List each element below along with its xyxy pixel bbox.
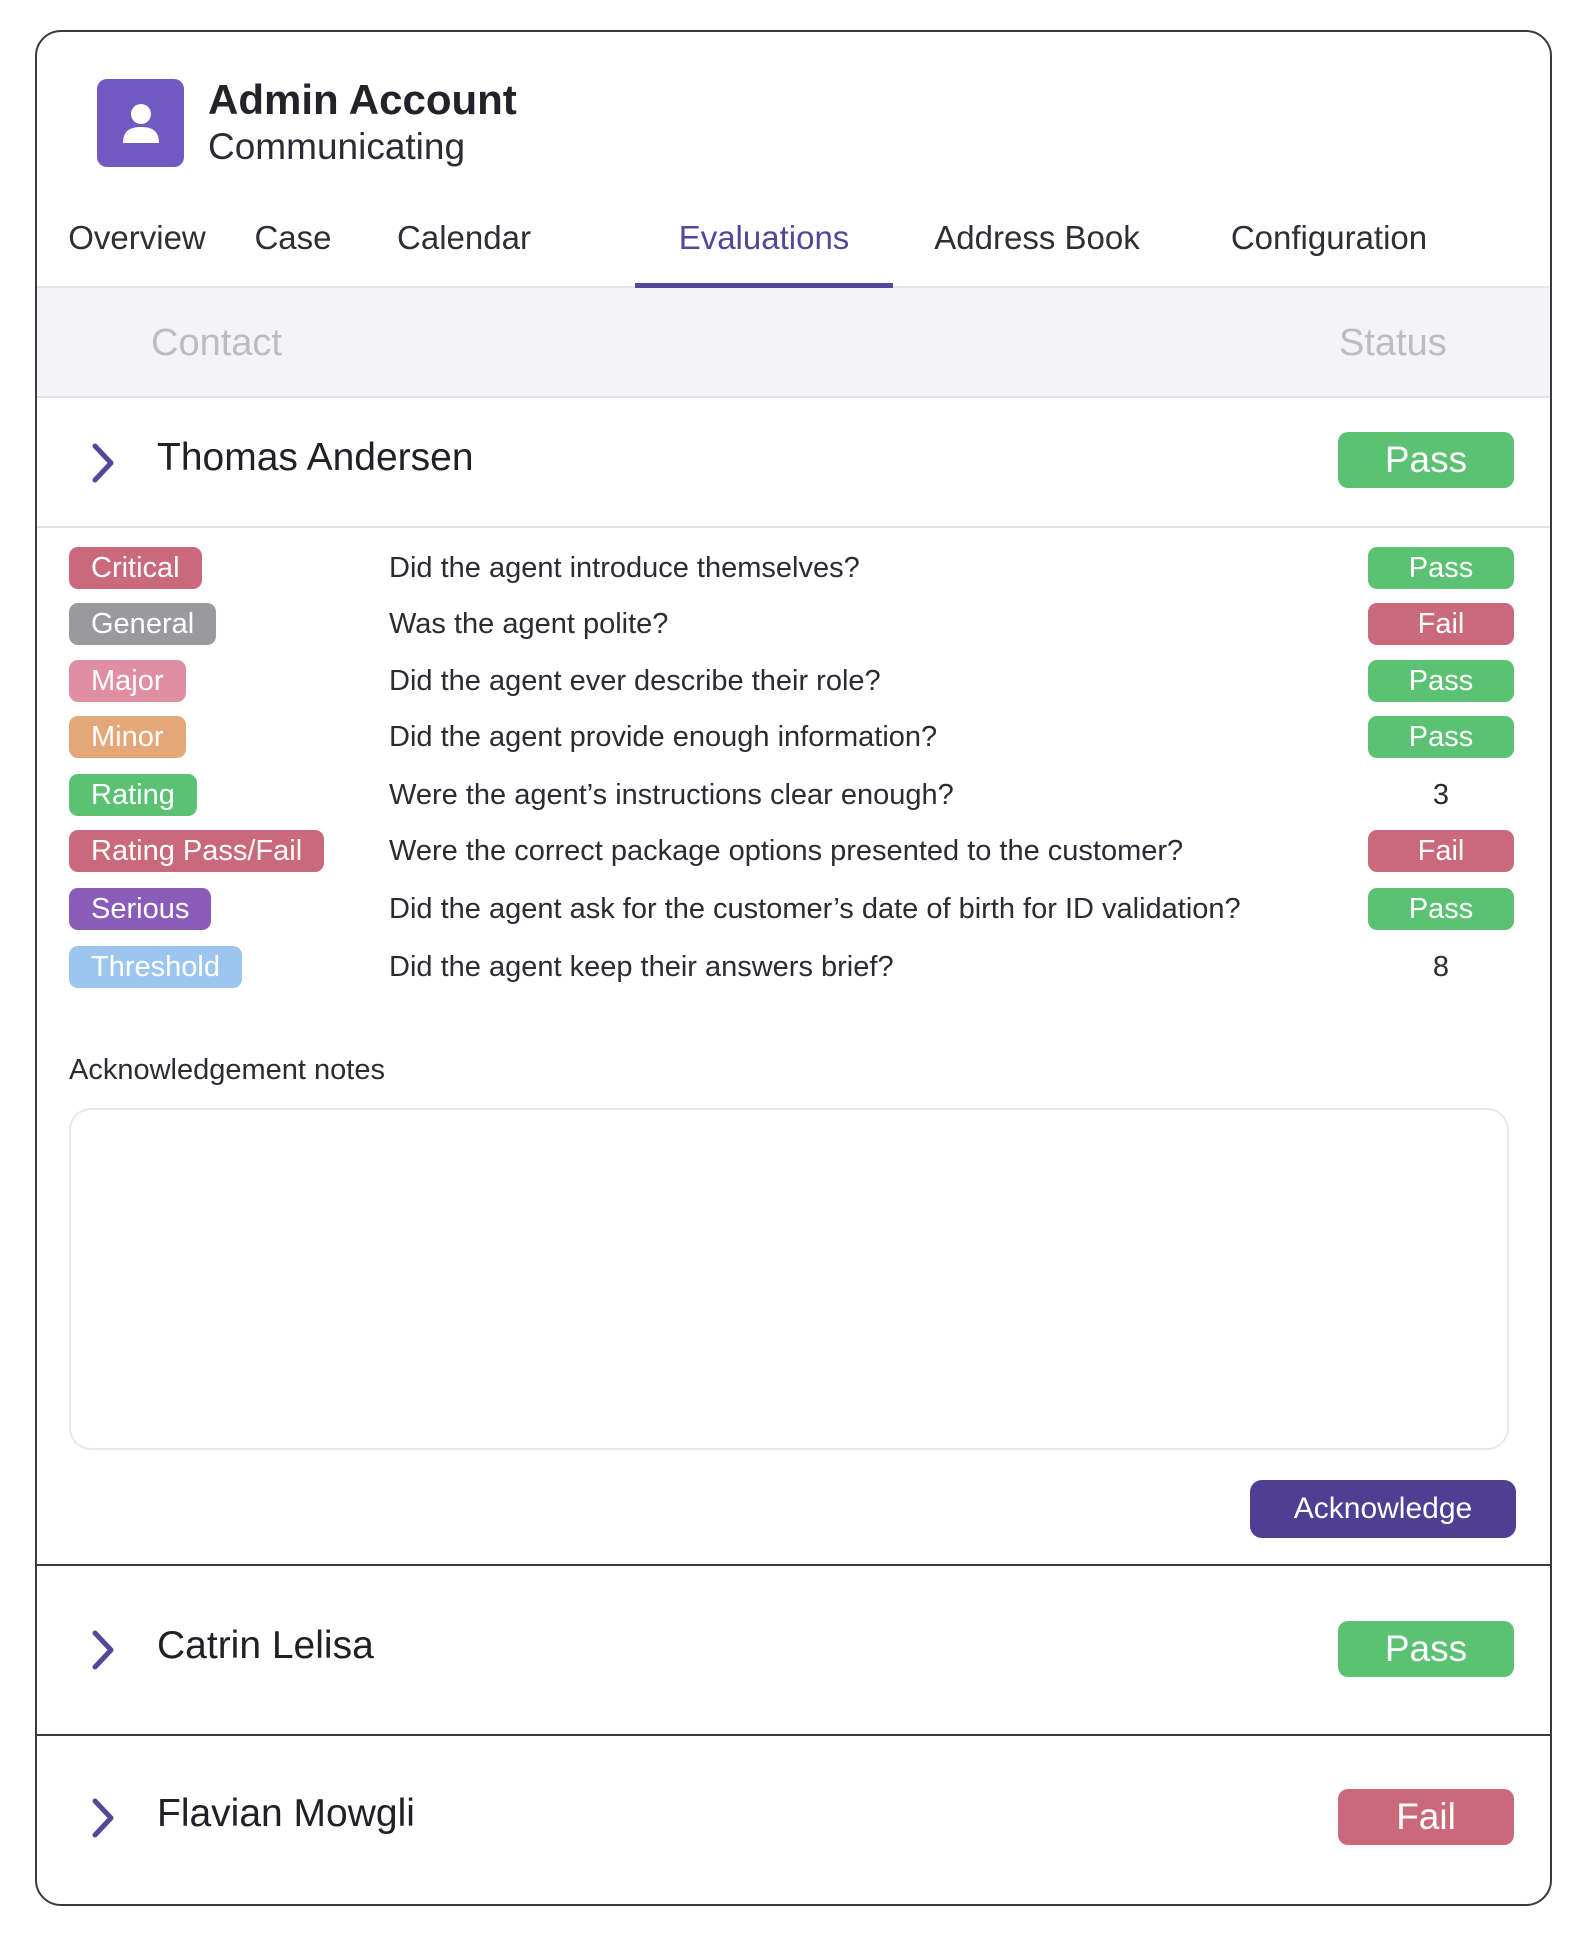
acknowledge-button[interactable]: Acknowledge xyxy=(1250,1480,1516,1538)
evaluations-panel xyxy=(35,30,1552,1906)
evaluation-item xyxy=(37,888,1550,932)
result-value: 8 xyxy=(1432,950,1450,983)
contact-name: Flavian Mowgli xyxy=(157,1792,415,1835)
category-tag: Minor xyxy=(69,716,186,758)
user-icon xyxy=(121,101,161,145)
category-tag: Rating Pass/Fail xyxy=(69,830,324,872)
question-text: Did the agent provide enough information? xyxy=(389,721,938,753)
contact-name: Catrin Lelisa xyxy=(157,1624,374,1667)
category-tag: General xyxy=(69,603,216,645)
evaluation-item xyxy=(37,946,1550,990)
tab-calendar[interactable]: Calendar xyxy=(397,219,531,256)
result-badge: Fail xyxy=(1368,603,1514,645)
chevron-right-icon[interactable] xyxy=(85,1796,121,1840)
contact-row[interactable] xyxy=(37,1736,1550,1904)
evaluation-item xyxy=(37,660,1550,704)
question-text: Did the agent ever describe their role? xyxy=(389,665,881,697)
tab-evaluations[interactable]: Evaluations xyxy=(635,190,893,286)
evaluation-item xyxy=(37,716,1550,760)
question-text: Was the agent polite? xyxy=(389,608,669,640)
chevron-right-icon[interactable] xyxy=(85,1628,121,1672)
question-text: Did the agent ask for the customer’s date of birth for ID validation? xyxy=(389,893,1241,925)
status-badge: Pass xyxy=(1338,1621,1514,1677)
evaluation-item xyxy=(37,603,1550,647)
status-badge: Fail xyxy=(1338,1789,1514,1845)
evaluation-item xyxy=(37,547,1550,591)
tab-overview[interactable]: Overview xyxy=(68,219,206,256)
account-header xyxy=(97,78,517,168)
category-tag: Major xyxy=(69,660,186,702)
result-badge: Pass xyxy=(1368,716,1514,758)
status-badge: Pass xyxy=(1338,432,1514,488)
tab-address-book[interactable]: Address Book xyxy=(934,219,1140,256)
contact-row[interactable] xyxy=(37,398,1550,528)
evaluation-item xyxy=(37,774,1550,818)
category-tag: Rating xyxy=(69,774,197,816)
avatar xyxy=(97,79,184,167)
question-text: Did the agent introduce themselves? xyxy=(389,552,860,584)
acknowledgement-label: Acknowledgement notes xyxy=(69,1054,385,1086)
evaluation-item xyxy=(37,830,1550,874)
question-text: Did the agent keep their answers brief? xyxy=(389,951,894,983)
tab-bar xyxy=(37,190,1550,288)
account-title: Admin Account xyxy=(208,76,517,123)
contact-name: Thomas Andersen xyxy=(157,436,474,479)
question-text: Were the agent’s instructions clear enough? xyxy=(389,779,954,811)
tab-configuration[interactable]: Configuration xyxy=(1230,219,1428,256)
category-tag: Serious xyxy=(69,888,211,930)
result-badge: Fail xyxy=(1368,830,1514,872)
category-tag: Critical xyxy=(69,547,202,589)
column-status: Status xyxy=(1339,322,1447,364)
category-tag: Threshold xyxy=(69,946,242,988)
acknowledgement-notes-input[interactable] xyxy=(69,1108,1509,1450)
result-value: 3 xyxy=(1432,778,1450,811)
result-badge: Pass xyxy=(1368,660,1514,702)
contact-row[interactable] xyxy=(37,1566,1550,1734)
result-badge: Pass xyxy=(1368,547,1514,589)
column-contact: Contact xyxy=(151,322,282,364)
question-text: Were the correct package options presented to the customer? xyxy=(389,835,1184,867)
table-header xyxy=(37,288,1550,398)
chevron-right-icon[interactable] xyxy=(85,441,121,485)
account-status: Communicating xyxy=(208,126,466,167)
tab-case[interactable]: Case xyxy=(254,219,332,256)
result-badge: Pass xyxy=(1368,888,1514,930)
